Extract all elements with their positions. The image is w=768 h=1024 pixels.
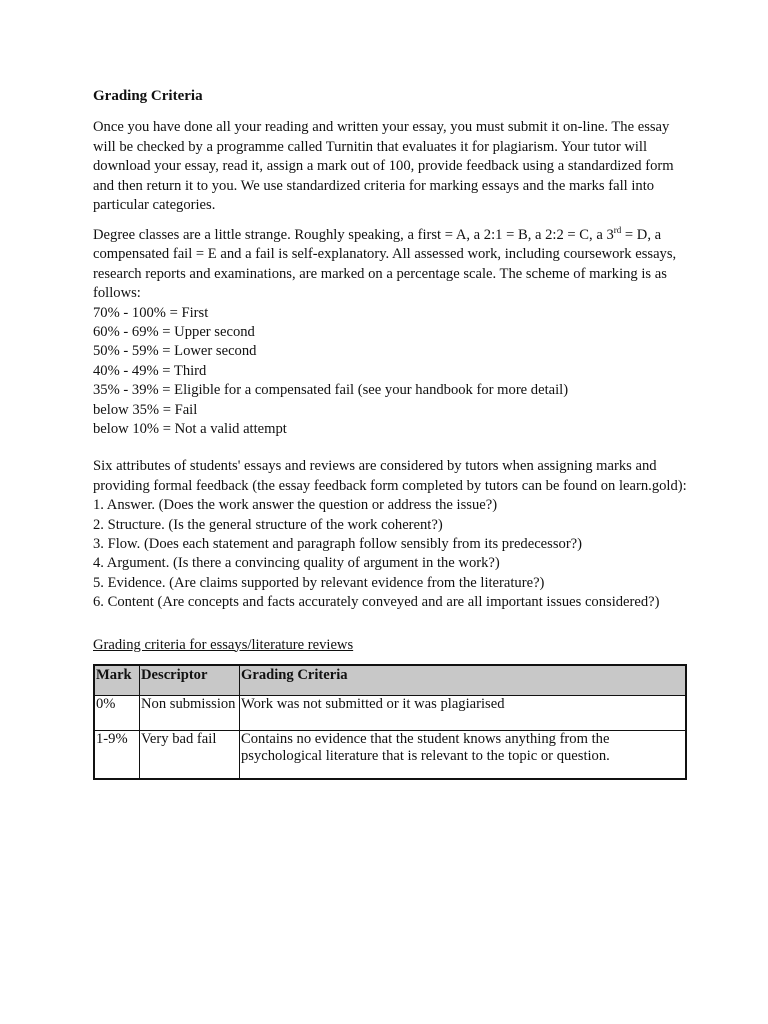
intro-paragraph: Once you have done all your reading and written your essay, you must submit it on-line. The essay will be checked by a programme called Turnitin that evaluates it for plagiarism. Your tutor will download your essay, read it, assign a mark out of 100, provide feedback using a standardized form and then return it to you. We use standardized criteria for marking essays and the marks fall into particular categories. (93, 119, 674, 213)
attribute-item: 2. Structure. (Is the general structure of the work coherent?) (93, 516, 443, 533)
cell-mark: 1-9% (94, 730, 140, 779)
column-header-criteria: Grading Criteria (240, 665, 687, 696)
page-heading: Grading Criteria (93, 88, 203, 104)
attributes-section (93, 457, 693, 612)
attribute-item-text: 6. Content (Are concepts and facts accurately conveyed and are all important issues considered?) (93, 594, 660, 611)
cell-descriptor: Very bad fail (140, 730, 240, 779)
column-header-descriptor: Descriptor (140, 665, 240, 696)
scheme-line: 35% - 39% = Eligible for a compensated fail (see your handbook for more detail) (93, 382, 569, 399)
column-header-mark: Mark (94, 665, 140, 696)
cell-criteria: Work was not submitted or it was plagiarised (240, 695, 687, 730)
cell-descriptor: Non submission (140, 695, 240, 730)
scheme-line: 70% - 100% = First (93, 304, 209, 321)
table-header-row (94, 665, 686, 696)
attribute-item: 5. Evidence. (Are claims supported by relevant evidence from the literature?) (93, 574, 545, 591)
attribute-item: 3. Flow. (Does each statement and paragraph follow sensibly from its predecessor?) (93, 535, 583, 552)
table-row (94, 730, 686, 779)
scheme-line: 50% - 59% = Lower second (93, 343, 257, 360)
attribute-item: 4. Argument. (Is there a convincing quality of argument in the work?) (93, 555, 500, 572)
degree-text-after: = D, a compensated fail = E and a fail is self-explanatory. All assessed work, including coursework essays, research reports and examinations, are marked on a percentage scale. The scheme of marking is as follows: (93, 226, 677, 301)
scheme-line: 60% - 69% = Upper second (93, 323, 255, 340)
table-caption: Grading criteria for essays/literature reviews (93, 636, 354, 653)
attribute-item: 1. Answer. (Does the work answer the question or address the issue?) (93, 497, 498, 514)
degree-superscript: rd (613, 224, 622, 235)
cell-mark: 0% (94, 695, 140, 730)
cell-criteria: Contains no evidence that the student knows anything from the psychological literature that is relevant to the topic or question. (240, 730, 687, 779)
attribute-item (93, 593, 693, 612)
grading-criteria-table (93, 664, 687, 780)
scheme-line: below 35% = Fail (93, 401, 198, 418)
degree-paragraph (93, 226, 693, 304)
scheme-line: 40% - 49% = Third (93, 362, 207, 379)
document-page (93, 86, 693, 780)
scheme-line: below 10% = Not a valid attempt (93, 420, 287, 437)
marking-scheme-list (93, 304, 693, 440)
table-row (94, 695, 686, 730)
attributes-intro: Six attributes of students' essays and reviews are considered by tutors when assigning marks and providing formal feedback (the essay feedback form completed by tutors can be found on learn.gold): (93, 458, 687, 494)
degree-text-before: Degree classes are a little strange. Roughly speaking, a first = A, a 2:1 = B, a 2:2 = C, a 3 (93, 226, 614, 243)
